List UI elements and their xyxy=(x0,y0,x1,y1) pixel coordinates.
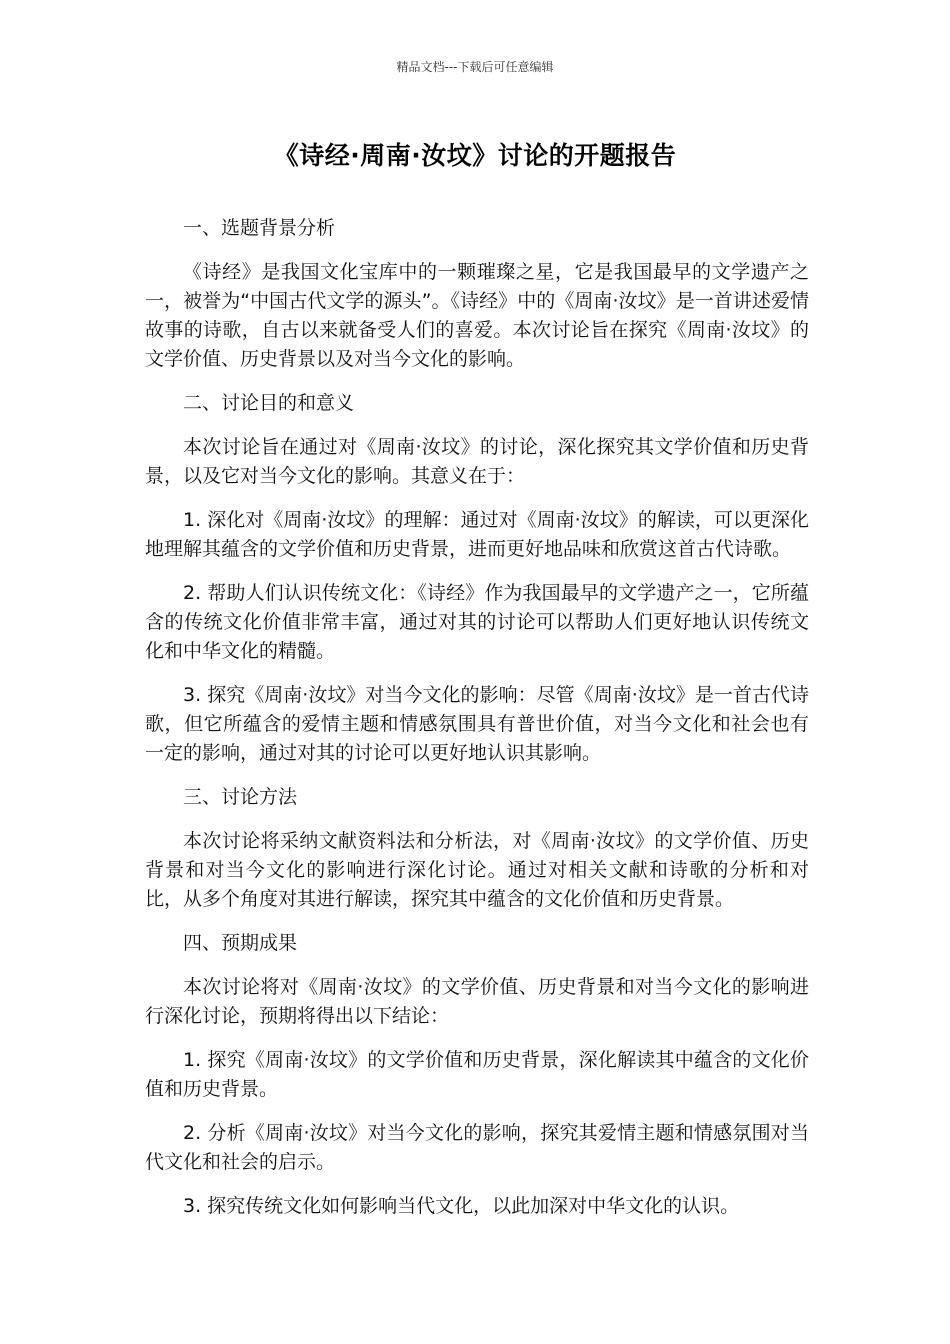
paragraph-purpose: 本次讨论旨在通过对《周南·汝坟》的讨论，深化探究其文学价值和历史背景，以及它对当今文化的影响。其意义在于： xyxy=(145,436,809,487)
paragraph-results: 本次讨论将对《周南·汝坟》的文学价值、历史背景和对当今文化的影响进行深化讨论，预期将得出以下结论： xyxy=(145,976,809,1027)
section-heading-background: 一、选题背景分析 xyxy=(183,217,336,239)
list-item-purpose-3: 3. 探究《周南·汝坟》对当今文化的影响：尽管《周南·汝坟》是一首古代诗歌，但它所蕴含的爱情主题和情感氛围具有普世价值，对当今文化和社会也有一定的影响，通过对其的讨论可以更好地认识其影响。 xyxy=(145,684,809,764)
paragraph-background: 《诗经》是我国文化宝库中的一颗璀璨之星，它是我国最早的文学遗产之一，被誉为“中国古代文学的源头”。《诗经》中的《周南·汝坟》是一首讲述爱情故事的诗歌，自古以来就备受人们的喜爱。本次讨论旨在探究《周南·汝坟》的文学价值、历史背景以及对当今文化的影响。 xyxy=(145,261,809,370)
section-heading-method: 三、讨论方法 xyxy=(183,786,298,808)
section-heading-purpose: 二、讨论目的和意义 xyxy=(183,392,355,414)
list-item-purpose-1: 1. 深化对《周南·汝坟》的理解：通过对《周南·汝坟》的解读，可以更深化地理解其蕴含的文学价值和历史背景，进而更好地品味和欣赏这首古代诗歌。 xyxy=(145,509,809,560)
list-item-results-1: 1. 探究《周南·汝坟》的文学价值和历史背景，深化解读其中蕴含的文化价值和历史背景。 xyxy=(145,1049,809,1100)
list-item-results-2: 2. 分析《周南·汝坟》对当今文化的影响，探究其爱情主题和情感氛围对当代文化和社会的启示。 xyxy=(145,1122,809,1173)
section-heading-results: 四、预期成果 xyxy=(183,932,298,954)
list-item-results-3: 3. 探究传统文化如何影响当代文化，以此加深对中华文化的认识。 xyxy=(183,1195,740,1217)
document-body xyxy=(145,214,809,1236)
document-title: 《诗经·周南·汝坟》讨论的开题报告 xyxy=(273,141,677,170)
header-note: 精品文档---下载后可任意编辑 xyxy=(396,60,554,74)
list-item-purpose-2: 2. 帮助人们认识传统文化：《诗经》作为我国最早的文学遗产之一，它所蕴含的传统文化价值非常丰富，通过对其的讨论可以帮助人们更好地认识传统文化和中华文化的精髓。 xyxy=(145,582,809,662)
paragraph-method: 本次讨论将采纳文献资料法和分析法，对《周南·汝坟》的文学价值、历史背景和对当今文化的影响进行深化讨论。通过对相关文献和诗歌的分析和对比，从多个角度对其进行解读，探究其中蕴含的文化价值和历史背景。 xyxy=(145,830,809,910)
